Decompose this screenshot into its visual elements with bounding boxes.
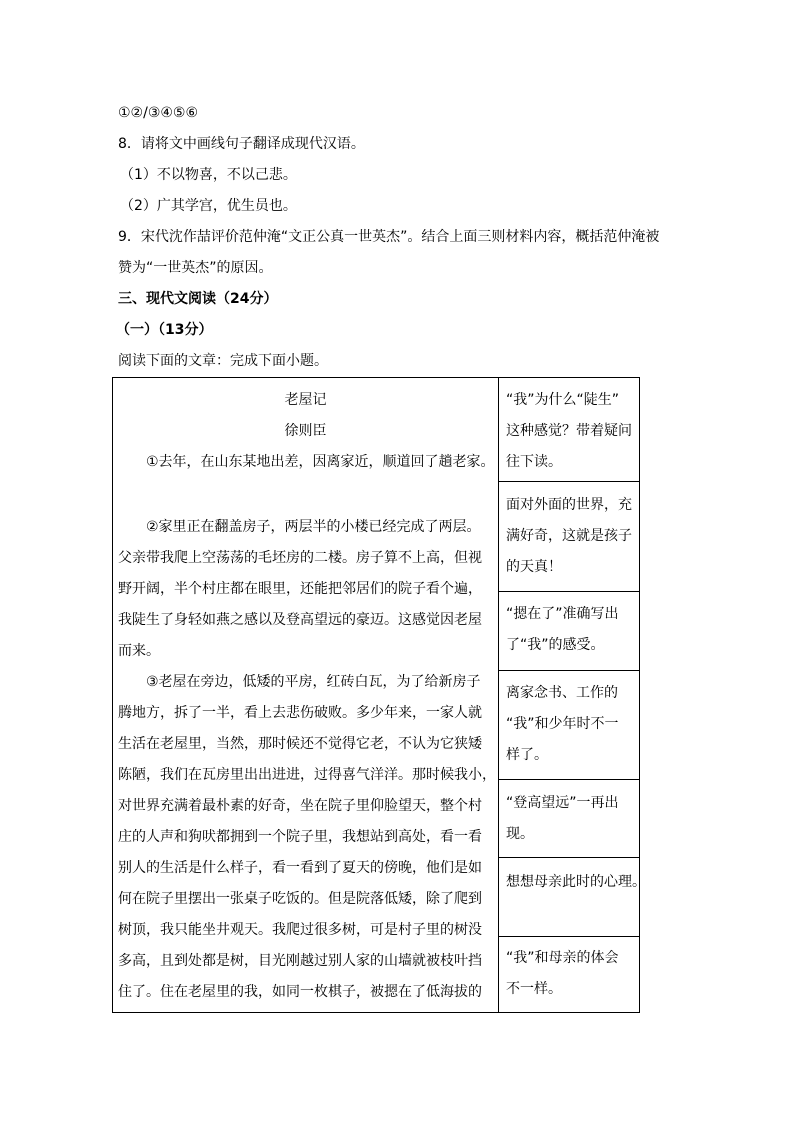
article-line: ②家里正在翻盖房子，两层半的小楼已经完成了两层。: [118, 519, 481, 535]
annotation-line: 离家念书、工作的: [506, 685, 618, 701]
article-line: 我陡生了身轻如燕之感以及登高望远的豪迈。这感觉因老屋: [118, 612, 482, 628]
article-line: 陈陋，我们在瓦房里出出进进，过得喜气洋洋。那时候我小，: [118, 767, 496, 783]
article-line: 住了。住在老屋里的我，如同一枚棋子，被摁在了低海拔的: [118, 984, 482, 1000]
answer-sequence: ①②/③④⑤⑥: [118, 105, 199, 121]
question-9-line-1: 9．宋代沈作喆评价范仲淹“文正公真一世英杰”。结合上面三则材料内容，概括范仲淹被: [118, 229, 660, 245]
article-line: 生活在老屋里，当然，那时候还不觉得它老，不认为它狭矮: [118, 736, 482, 752]
article-line: ①去年，在山东某地出差，因离家近，顺道回了趟老家。: [118, 454, 495, 470]
annotation-line: “摁在了”准确写出: [506, 606, 619, 622]
annotation-line: “我”和少年时不一: [506, 716, 619, 732]
subsection-heading: （一）（13分）: [116, 322, 213, 338]
row-divider: [499, 481, 639, 482]
article-line: 何在院子里摆出一张桌子吃饭的。但是院落低矮，除了爬到: [118, 891, 482, 907]
article-line: 对世界充满着最朴素的好奇，坐在院子里仰脸望天，整个村: [118, 798, 482, 814]
article-line: 树顶，我只能坐井观天。我爬过很多树，可是村子里的树没: [118, 922, 482, 938]
article-line: 而来。: [118, 643, 160, 659]
row-divider: [499, 779, 639, 780]
question-8-item-1: （1）不以物喜，不以己悲。: [120, 167, 297, 183]
annotation-line: “登高望远”一再出: [506, 795, 619, 811]
article-author: 徐则臣: [284, 423, 327, 439]
article-line: 别人的生活是什么样子，看一看到了夏天的傍晚，他们是如: [118, 860, 482, 876]
row-divider: [499, 670, 639, 671]
article-line: 多高，且到处都是树，目光刚越过别人家的山墙就被枝叶挡: [118, 953, 482, 969]
question-8: 8．请将文中画线句子翻译成现代汉语。: [118, 136, 365, 152]
row-divider: [499, 591, 639, 592]
annotation-line: 往下读。: [506, 454, 562, 470]
article-line: 父亲带我爬上空荡荡的毛坯房的二楼。房子算不上高，但视: [118, 550, 482, 566]
column-divider: [498, 378, 499, 1012]
annotation-line: 不一样。: [506, 981, 562, 997]
section-heading: 三、现代文阅读（24分）: [118, 291, 278, 307]
article-line: 腾地方，拆了一半，看上去悲伤破败。多少年来，一家人就: [118, 705, 482, 721]
annotation-line: 满好奇，这就是孩子: [506, 528, 632, 544]
article-table: [112, 377, 646, 1013]
annotation-line: 这种感觉？带着疑问: [506, 423, 632, 439]
annotation-line: 现。: [506, 826, 534, 842]
reading-instruction: 阅读下面的文章：完成下面小题。: [118, 353, 328, 369]
annotation-line: 面对外面的世界，充: [506, 497, 632, 513]
row-divider: [499, 857, 639, 858]
annotation-line: 样了。: [506, 747, 548, 763]
annotation-line: “我”为什么“陡生”: [506, 392, 620, 408]
article-title: 老屋记: [284, 392, 327, 408]
row-divider: [499, 936, 639, 937]
annotation-line: 想想母亲此时的心理。: [506, 874, 646, 890]
question-9-line-2: 赞为“一世英杰”的原因。: [118, 260, 273, 276]
question-8-item-2: （2）广其学宫，优生员也。: [120, 198, 297, 214]
article-line: ③老屋在旁边，低矮的平房，红砖白瓦，为了给新房子: [118, 674, 481, 690]
article-line: 庄的人声和狗吠都拥到一个院子里，我想站到高处，看一看: [118, 829, 482, 845]
annotation-line: 了“我”的感受。: [506, 637, 605, 653]
annotation-line: “我”和母亲的体会: [506, 950, 619, 966]
annotation-line: 的天真！: [506, 559, 562, 575]
article-line: 野开阔，半个村庄都在眼里，还能把邻居们的院子看个遍，: [118, 581, 482, 597]
